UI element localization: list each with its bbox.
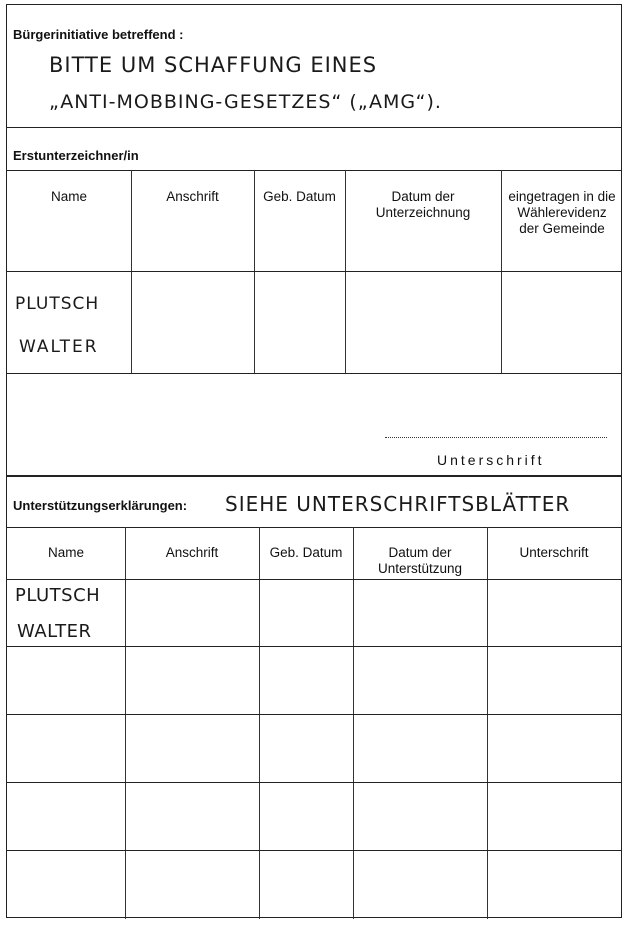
unter-table-top — [7, 527, 621, 528]
erst-header-datum-unterzeichnung: Datum der Unterzeichnung — [375, 189, 471, 220]
erst-name-line1: PLUTSCH — [15, 294, 100, 314]
unter-header-name: Name — [47, 545, 84, 560]
erst-header-anschrift: Anschrift — [166, 189, 219, 204]
unter-header-anschrift: Anschrift — [165, 545, 219, 560]
unter-row-3-bottom — [7, 782, 621, 783]
signature-line — [385, 437, 607, 438]
unter-col-divider-2 — [259, 527, 260, 919]
unter-col-divider-3 — [353, 527, 354, 919]
unter-name-line1: PLUTSCH — [15, 585, 101, 606]
unter-row-2-bottom — [7, 714, 621, 715]
unter-header-datum-unterstuetzung: Datum der Unterstützung — [377, 545, 463, 576]
unter-col-divider-4 — [487, 527, 488, 919]
erst-name-line2: WALTER — [19, 337, 99, 357]
erst-header-waehlerevidenz: eingetragen in die Wählerevidenz der Gemeinde — [508, 189, 616, 236]
initiative-text-line1: BITTE UM SCHAFFUNG EINES — [49, 53, 378, 77]
signature-label: Unterschrift — [437, 452, 545, 468]
divider-signature — [7, 475, 621, 477]
initiative-label: Bürgerinitiative betreffend : — [13, 27, 184, 42]
unterstuetzung-label: Unterstützungserklärungen: — [13, 498, 188, 513]
erst-table-top — [7, 170, 621, 171]
unter-header-bottom — [7, 579, 621, 580]
unter-row-4-bottom — [7, 850, 621, 851]
unterstuetzung-handwritten: SIEHE UNTERSCHRIFTSBLÄTTER — [225, 492, 571, 516]
erst-header-bottom — [7, 271, 621, 272]
unter-header-geb-datum: Geb. Datum — [269, 545, 343, 560]
petition-form — [6, 4, 622, 918]
erst-row-bottom — [7, 373, 621, 374]
divider-initiative — [7, 127, 621, 128]
erst-header-geb-datum: Geb. Datum — [263, 189, 336, 204]
erstunterzeichner-label: Erstunterzeichner/in — [13, 148, 139, 163]
unter-col-divider-1 — [125, 527, 126, 919]
unter-name-line2: WALTER — [17, 621, 92, 642]
initiative-text-line2: „ANTI-MOBBING-GESETZES“ („AMG“). — [49, 91, 442, 113]
unter-header-unterschrift: Unterschrift — [519, 545, 589, 560]
erst-header-name: Name — [50, 189, 87, 204]
unter-row-1-bottom — [7, 646, 621, 647]
